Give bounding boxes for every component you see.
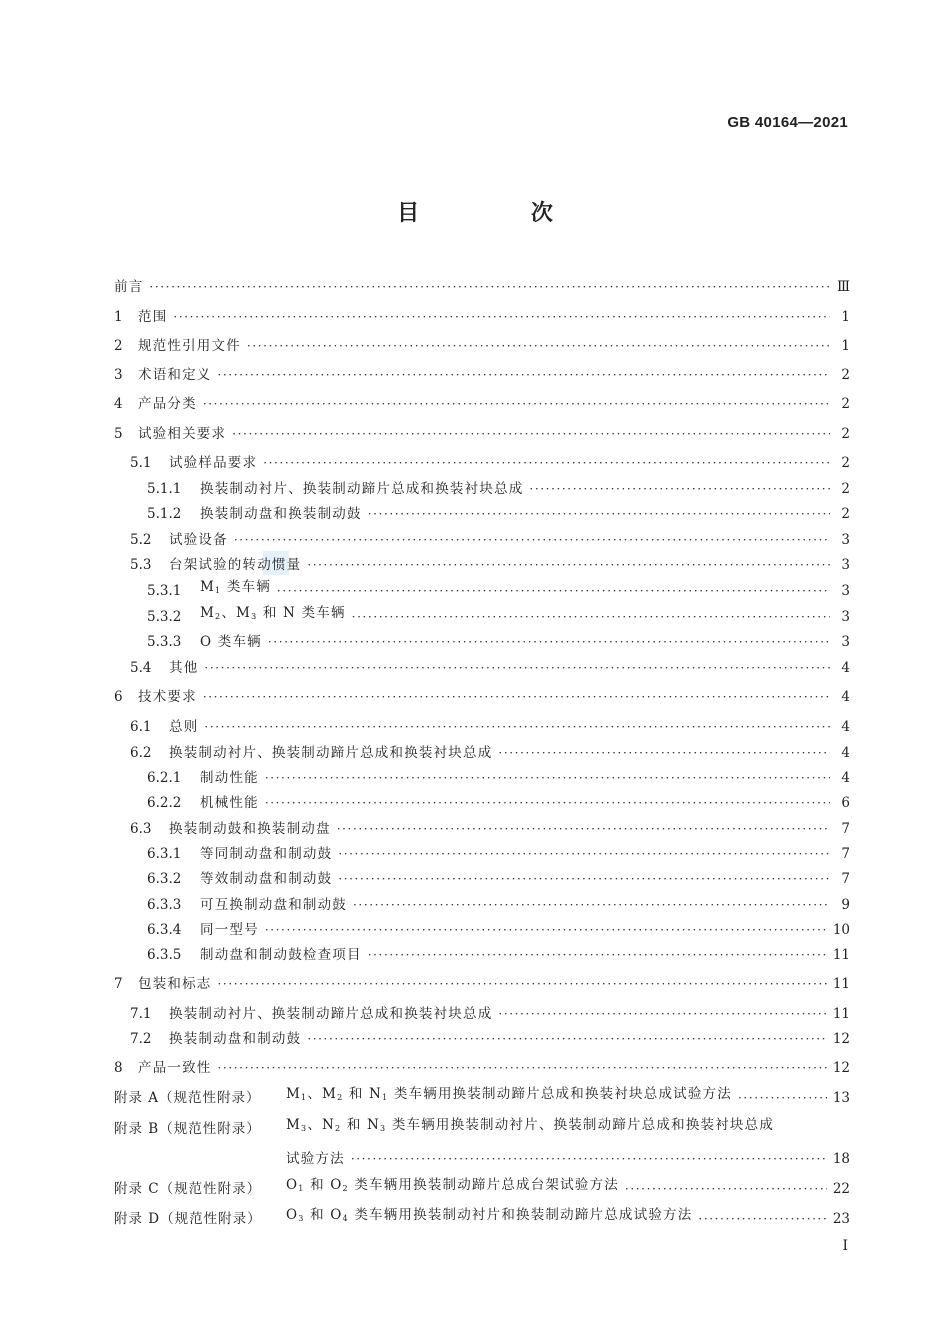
toc-entry[interactable] <box>114 1057 850 1079</box>
toc-number: 6.3.5 <box>147 947 182 963</box>
toc-number: 2 <box>114 338 123 354</box>
leader-dots <box>498 1003 826 1025</box>
toc-title: 技术要求 <box>138 689 197 705</box>
toc-entry[interactable] <box>114 503 850 525</box>
toc-entry[interactable] <box>114 364 850 386</box>
toc-title: 包装和标志 <box>138 976 212 992</box>
toc-entry[interactable] <box>114 868 850 890</box>
toc-number: 5.1.2 <box>147 506 182 522</box>
leader-dots <box>204 657 830 679</box>
toc-number: 6 <box>114 689 123 705</box>
toc-title: 制动性能 <box>200 770 259 786</box>
toc-title: 术语和定义 <box>138 367 212 383</box>
toc-page: 12 <box>832 1031 850 1047</box>
toc-page: 1 <box>841 338 850 354</box>
leader-dots <box>338 843 830 865</box>
toc-page: 13 <box>832 1090 850 1106</box>
leader-dots <box>173 306 830 328</box>
leader-dots <box>498 742 830 764</box>
leader-dots <box>337 818 830 840</box>
annex-label: 附录 D（规范性附录） <box>114 1211 262 1227</box>
page-folio: Ⅰ <box>842 1238 848 1254</box>
leader-dots <box>698 1208 826 1230</box>
standard-number: GB 40164—2021 <box>727 114 848 131</box>
toc-entry[interactable] <box>114 919 850 941</box>
toc-page: 2 <box>841 426 850 442</box>
toc-page: Ⅲ <box>836 279 850 295</box>
toc-entry[interactable] <box>114 306 850 328</box>
toc-page: 7 <box>841 846 850 862</box>
toc-page: 23 <box>832 1211 850 1227</box>
toc-title: $M_3$、$N_2$ 和 $N_3$ 类车辆用换装制动衬片、换装制动蹄片总成和换装衬块总成 <box>286 1117 775 1133</box>
toc-entry[interactable] <box>114 767 850 789</box>
toc-entry[interactable] <box>114 1028 850 1050</box>
leader-dots <box>351 1148 827 1170</box>
toc-page: 12 <box>832 1060 850 1076</box>
toc-page: 4 <box>841 689 850 705</box>
toc-entry[interactable] <box>114 657 850 679</box>
toc-number: 5.3.2 <box>147 609 182 625</box>
toc-number: 8 <box>114 1060 123 1076</box>
toc-title: 可互换制动盘和制动鼓 <box>200 897 347 913</box>
toc-page: 3 <box>841 532 850 548</box>
toc-page: 7 <box>841 871 850 887</box>
toc-page: 7 <box>841 821 850 837</box>
toc-title: 等同制动盘和制动鼓 <box>200 846 333 862</box>
toc-number: 6.3.2 <box>147 871 182 887</box>
leader-dots <box>352 606 830 628</box>
toc-title: $M_1$ 类车辆 <box>200 579 271 595</box>
leader-dots <box>265 792 830 814</box>
toc-number: 7 <box>114 976 123 992</box>
toc-page: 3 <box>841 557 850 573</box>
leader-dots <box>218 364 831 386</box>
toc-title: 范围 <box>138 309 168 325</box>
toc-entry-annex-b[interactable] <box>114 1118 850 1140</box>
toc-title: 机械性能 <box>200 795 259 811</box>
leader-dots <box>268 631 830 653</box>
leader-dots <box>307 554 830 576</box>
annex-label: 附录 B（规范性附录） <box>114 1121 261 1137</box>
toc-entry[interactable] <box>114 478 850 500</box>
leader-dots <box>368 944 827 966</box>
leader-dots <box>204 716 830 738</box>
toc-page: 9 <box>841 897 850 913</box>
toc-page: 1 <box>841 309 850 325</box>
toc-page: 10 <box>832 922 850 938</box>
toc-entry[interactable] <box>114 452 850 474</box>
toc-entry[interactable] <box>114 716 850 738</box>
toc-page: 2 <box>841 396 850 412</box>
toc-entry-annex-c[interactable] <box>114 1178 850 1200</box>
toc-title: $O_3$ 和 $O_4$ 类车辆用换装制动衬片和换装制动蹄片总成试验方法 <box>286 1207 693 1223</box>
toc-entry[interactable] <box>114 554 850 576</box>
leader-dots <box>234 529 830 551</box>
toc-title: 试验相关要求 <box>138 426 227 442</box>
leader-dots <box>265 767 830 789</box>
toc-title: 换装制动衬片、换装制动蹄片总成和换装衬块总成 <box>200 481 524 497</box>
toc-number: 5.4 <box>130 660 152 676</box>
leader-dots <box>263 452 830 474</box>
leader-dots <box>203 686 830 708</box>
toc-title: 同一型号 <box>200 922 259 938</box>
leader-dots <box>338 868 830 890</box>
toc-title: 总则 <box>169 719 199 735</box>
toc-entry[interactable] <box>114 393 850 415</box>
toc-entry[interactable] <box>114 894 850 916</box>
leader-dots <box>203 393 830 415</box>
leader-dots <box>353 894 830 916</box>
toc-title: 等效制动盘和制动鼓 <box>200 871 333 887</box>
toc-page: 4 <box>841 719 850 735</box>
leader-dots <box>368 503 830 525</box>
toc-page: 11 <box>832 947 850 963</box>
toc-number: 6.3 <box>130 821 152 837</box>
toc-page: 2 <box>841 506 850 522</box>
toc-entry[interactable] <box>114 529 850 551</box>
leader-dots <box>277 580 830 602</box>
toc-title: 其他 <box>169 660 199 676</box>
leader-dots <box>232 423 830 445</box>
toc-page: 4 <box>841 745 850 761</box>
toc-page: 4 <box>841 770 850 786</box>
toc-entry[interactable] <box>114 818 850 840</box>
toc-entry[interactable] <box>114 944 850 966</box>
toc-page: 3 <box>841 609 850 625</box>
toc-title: 试验样品要求 <box>169 455 258 471</box>
toc-number: 5.1.1 <box>147 481 182 497</box>
toc-title-continued: 试验方法 <box>286 1151 345 1167</box>
toc-title: 换装制动衬片、换装制动蹄片总成和换装衬块总成 <box>169 745 493 761</box>
leader-dots <box>218 1057 827 1079</box>
toc-page: 3 <box>841 634 850 650</box>
toc-number: 6.3.3 <box>147 897 182 913</box>
toc-title: 产品一致性 <box>138 1060 212 1076</box>
leader-dots <box>738 1087 827 1109</box>
annex-label: 附录 C（规范性附录） <box>114 1181 262 1197</box>
toc-number: 5.3.3 <box>147 634 182 650</box>
leader-dots <box>625 1178 827 1200</box>
toc-entry-annex-b-cont[interactable] <box>114 1148 850 1170</box>
toc-title: O 类车辆 <box>200 634 262 650</box>
toc-number: 5.2 <box>130 532 152 548</box>
toc-page: 18 <box>832 1151 850 1167</box>
toc-title: 制动盘和制动鼓检查项目 <box>200 947 362 963</box>
toc-number: 5.3.1 <box>147 583 182 599</box>
leader-dots <box>307 1028 827 1050</box>
toc-page: 3 <box>841 583 850 599</box>
toc-entry[interactable] <box>114 742 850 764</box>
toc-title: 试验设备 <box>169 532 228 548</box>
toc-entry[interactable] <box>114 335 850 357</box>
leader-dots <box>529 478 830 500</box>
toc-number: 6.2 <box>130 745 152 761</box>
toc-number: 6.3.4 <box>147 922 182 938</box>
toc-title: 前言 <box>114 279 144 295</box>
leader-dots <box>218 973 827 995</box>
toc-entry[interactable] <box>114 423 850 445</box>
toc-title: 规范性引用文件 <box>138 338 241 354</box>
toc-title: $M_1$、$M_2$ 和 $N_1$ 类车辆用换装制动蹄片总成和换装衬块总成试验方法 <box>286 1086 732 1102</box>
toc-title: $M_2$、$M_3$ 和 N 类车辆 <box>200 605 346 621</box>
toc-entry[interactable] <box>114 843 850 865</box>
toc-page: 2 <box>841 481 850 497</box>
toc-entry[interactable] <box>114 631 850 653</box>
toc-entry[interactable] <box>114 973 850 995</box>
toc-page: 11 <box>832 976 850 992</box>
toc-entry[interactable] <box>114 1003 850 1025</box>
toc-number: 4 <box>114 396 123 412</box>
toc-page: 2 <box>841 367 850 383</box>
toc-entry[interactable] <box>114 686 850 708</box>
toc-title: 台架试验的转动惯量 <box>169 557 302 573</box>
toc-page: 22 <box>832 1181 850 1197</box>
toc-entry-annex-d[interactable] <box>114 1208 850 1230</box>
toc-number: 5 <box>114 426 123 442</box>
toc-number: 5.1 <box>130 455 152 471</box>
toc-entry-foreword[interactable] <box>114 276 850 298</box>
toc-number: 7.2 <box>130 1031 152 1047</box>
toc-number: 6.2.1 <box>147 770 182 786</box>
toc-number: 6.1 <box>130 719 152 735</box>
toc-title: 换装制动衬片、换装制动蹄片总成和换装衬块总成 <box>169 1006 493 1022</box>
leader-dots <box>149 276 830 298</box>
page-title: 目 次 <box>397 201 605 226</box>
toc-page: 4 <box>841 660 850 676</box>
toc-number: 5.3 <box>130 557 152 573</box>
toc-page: 6 <box>841 795 850 811</box>
toc-page: 2 <box>841 455 850 471</box>
leader-dots <box>265 919 827 941</box>
toc-entry[interactable] <box>114 606 850 628</box>
annex-label: 附录 A（规范性附录） <box>114 1090 261 1106</box>
toc-title: 产品分类 <box>138 396 197 412</box>
toc-number: 7.1 <box>130 1006 152 1022</box>
toc-number: 1 <box>114 309 123 325</box>
leader-dots <box>247 335 830 357</box>
toc-title: $O_1$ 和 $O_2$ 类车辆用换装制动蹄片总成台架试验方法 <box>286 1177 619 1193</box>
toc-number: 3 <box>114 367 123 383</box>
toc-page: 11 <box>832 1006 850 1022</box>
toc-entry[interactable] <box>114 792 850 814</box>
toc-title: 换装制动鼓和换装制动盘 <box>169 821 331 837</box>
toc-number: 6.2.2 <box>147 795 182 811</box>
toc-title: 换装制动盘和制动鼓 <box>169 1031 302 1047</box>
toc-entry-annex-a[interactable] <box>114 1087 850 1109</box>
toc-entry[interactable] <box>114 580 850 602</box>
toc-title: 换装制动盘和换装制动鼓 <box>200 506 362 522</box>
toc-number: 6.3.1 <box>147 846 182 862</box>
